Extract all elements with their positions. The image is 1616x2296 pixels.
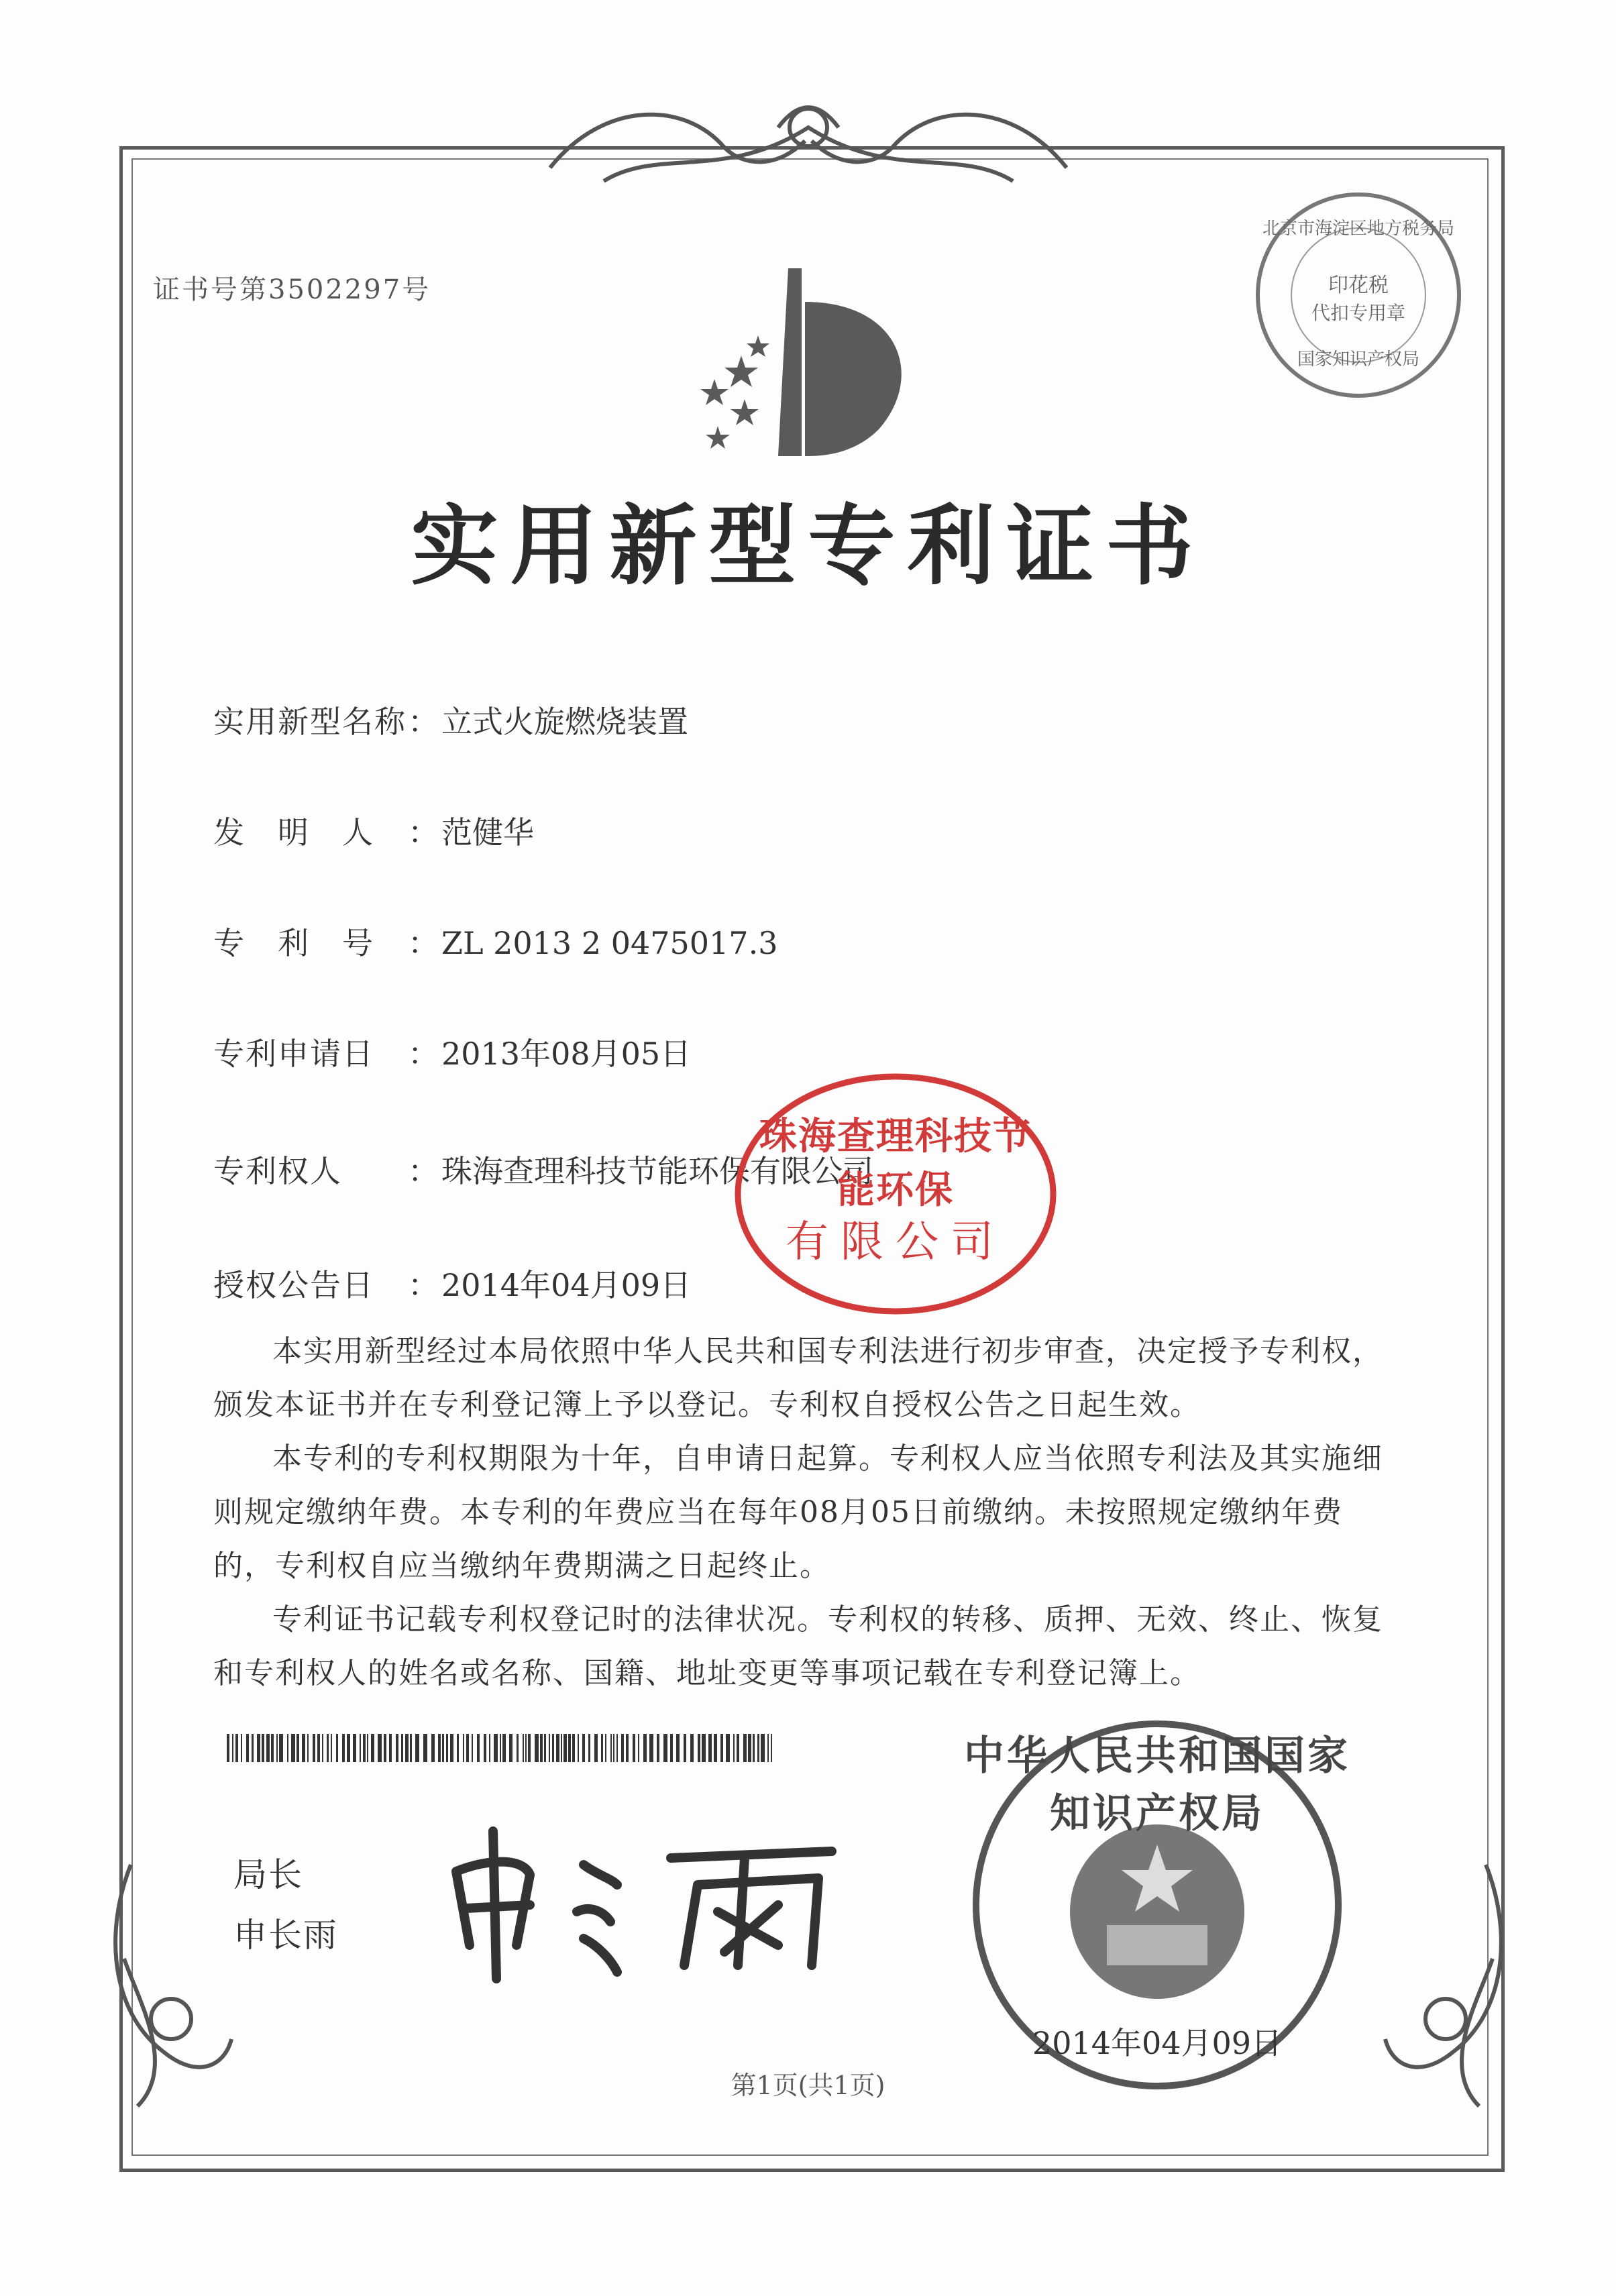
field-label: 专利申请日 — [213, 1036, 374, 1072]
field-patentee: 专利权人 ：珠海查理科技节能环保有限公司 — [213, 1147, 873, 1191]
field-value: 珠海查理科技节能环保有限公司 — [441, 1153, 873, 1189]
field-label: 专 利 号 — [213, 925, 374, 961]
field-value: 立式火旋燃烧装置 — [441, 704, 688, 740]
field-label: 专利权人 — [213, 1153, 342, 1189]
field-value: 2013年08月05日 — [441, 1036, 692, 1072]
top-ornament — [523, 87, 1093, 201]
office-seal-ring-text: 中华人民共和国国家知识产权局 — [964, 1733, 1350, 1837]
field-value: 范健华 — [441, 814, 534, 851]
signatory-name: 申长雨 — [233, 1916, 338, 1955]
field-application-date: 专利申请日 ：2013年08月05日 — [213, 1030, 691, 1074]
tax-stamp-ring-text: 北京市海淀区地方税务局 — [1262, 219, 1454, 239]
company-red-stamp — [728, 1067, 1063, 1321]
page-footer: 第1页(共1页) — [731, 2071, 885, 2100]
signatory-title: 局长 — [233, 1855, 303, 1894]
tax-stamp-center-1: 印花税 — [1328, 274, 1389, 297]
paragraph-3: 专利证书记载专利权登记时的法律状况。专利权的转移、质押、无效、终止、恢复和专利权人的姓名或名称、国籍、地址变更等事项记载在专利登记簿上。 — [213, 1602, 1383, 1690]
tax-stamp — [1251, 188, 1466, 402]
patent-emblem-icon — [678, 262, 932, 463]
tax-stamp-bottom-text: 国家知识产权局 — [1297, 349, 1419, 370]
tax-stamp-center-2: 代扣专用章 — [1311, 302, 1405, 324]
field-label: 授权公告日 — [213, 1267, 374, 1303]
certificate-number: 证书号第3502297号 — [153, 274, 431, 305]
field-grant-date: 授权公告日 ：2014年04月09日 — [213, 1261, 691, 1305]
barcode — [227, 1734, 1012, 1762]
field-patent-number: 专 利 号 ：ZL 2013 2 0475017.3 — [213, 919, 777, 963]
field-value: 2014年04月09日 — [441, 1267, 692, 1303]
barcode-bar — [772, 1734, 775, 1762]
field-inventor: 发 明 人 ：范健华 — [213, 808, 534, 853]
office-seal — [963, 1710, 1352, 2099]
handwritten-signature — [429, 1811, 865, 1985]
page-title: 实用新型专利证书 — [411, 494, 1205, 597]
paragraph-2: 本专利的专利权期限为十年，自申请日起算。专利权人应当依照专利法及其实施细则规定缴纳年费。本专利的年费应当在每年08月05日前缴纳。未按照规定缴纳年费的，专利权自应当缴纳年费期满之日起终止。 — [213, 1441, 1383, 1583]
field-label: 实用新型名称 — [213, 704, 407, 740]
field-value: ZL 2013 2 0475017.3 — [441, 925, 778, 961]
field-utility-model-name: 实用新型名称：立式火旋燃烧装置 — [213, 698, 688, 742]
paragraph-1: 本实用新型经过本局依照中华人民共和国专利法进行初步审查，决定授予专利权，颁发本证书并在专利登记簿上予以登记。专利权自授权公告之日起生效。 — [213, 1334, 1383, 1422]
field-label: 发 明 人 — [213, 814, 374, 851]
company-stamp-center-text: 有限公司 — [786, 1217, 1006, 1267]
office-seal-date: 2014年04月09日 — [1032, 2025, 1283, 2061]
company-stamp-ring-text: 珠海查理科技节能环保 — [759, 1115, 1032, 1212]
